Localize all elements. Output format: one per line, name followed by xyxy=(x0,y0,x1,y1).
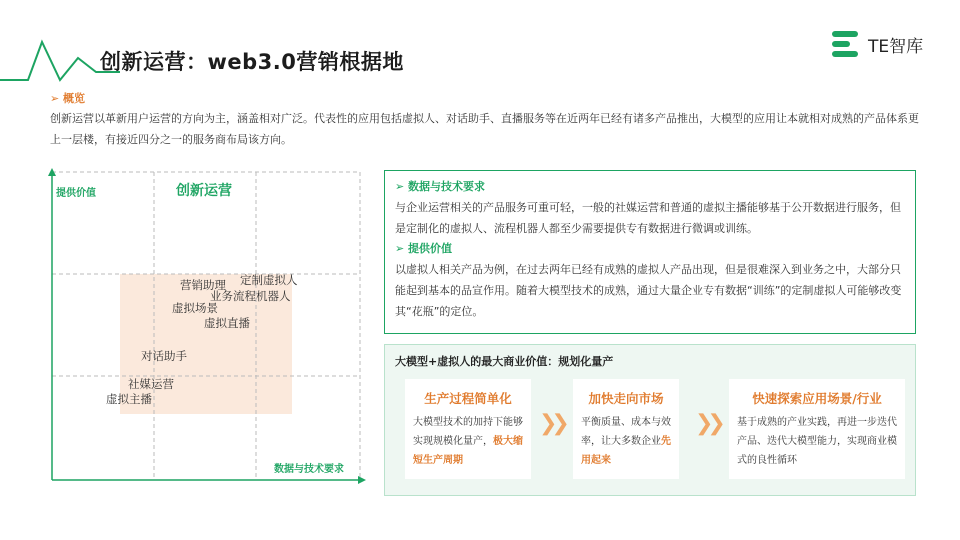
data-tech-text: 与企业运营相关的产品服务可重可轻，一般的社媒运营和普通的虚拟主播能够基于公开数据进行服务，但是定制化的虚拟人、流程机器人都至少需要提供专有数据进行微调或训练。 xyxy=(395,201,901,235)
matrix-item: 定制虚拟人 xyxy=(240,273,298,287)
matrix-item: 虚拟场景 xyxy=(172,301,218,315)
commercial-value-heading: 大模型+虚拟人的最大商业价值：规划化量产 xyxy=(395,355,614,368)
page-title: 创新运营：web3.0营销根据地 xyxy=(100,50,404,74)
insight-panel xyxy=(384,170,916,334)
value-card-text: 平衡质量、成本与效率，让大多数企业先用起来 xyxy=(581,417,671,466)
value-matrix xyxy=(48,168,366,486)
value-card-text: 基于成熟的产业实践，再进一步迭代产品、迭代大模型能力，实现商业模式的良性循环 xyxy=(737,417,897,466)
matrix-item: 对话助手 xyxy=(141,349,187,363)
matrix-item: 社媒运营 xyxy=(128,377,174,391)
value-card xyxy=(573,379,679,479)
value-card-title: 加快走向市场 xyxy=(588,391,664,406)
data-tech-heading: ➢ 数据与技术要求 xyxy=(395,180,486,193)
commercial-value-panel xyxy=(384,344,916,496)
matrix-item: 业务流程机器人 xyxy=(210,289,291,303)
value-text: 以虚拟人相关产品为例，在过去两年已经有成熟的虚拟人产品出现，但是很难深入到业务之中，大部分只能起到基本的品宣作用。随着大模型技术的成熟，通过大量企业专有数据“训练”的定制虚拟人可能够改变其“花瓶”的定位。 xyxy=(395,263,902,318)
brand-logo xyxy=(832,28,923,60)
logo-icon xyxy=(832,29,862,59)
value-card-title: 生产过程简单化 xyxy=(424,391,512,406)
matrix-item: 营销助理 xyxy=(180,278,226,292)
matrix-item: 虚拟直播 xyxy=(204,316,250,330)
matrix-title: 创新运营 xyxy=(176,183,232,199)
overview-label: ➢ 概览 xyxy=(50,92,86,105)
y-axis-label: 提供价值 xyxy=(56,188,96,199)
x-axis-label: 数据与技术要求 xyxy=(274,464,344,475)
value-card xyxy=(405,379,531,479)
value-card-text: 大模型技术的加持下能够实现规模化量产，极大缩短生产周期 xyxy=(413,417,523,466)
value-heading: ➢ 提供价值 xyxy=(395,242,453,255)
double-chevron-icon: ❯❯ xyxy=(539,411,564,436)
double-chevron-icon: ❯❯ xyxy=(695,411,720,436)
logo-text: TE智库 xyxy=(868,36,924,57)
value-card xyxy=(729,379,905,479)
matrix-item: 虚拟主播 xyxy=(106,392,152,406)
overview-text: 创新运营以革新用户运营的方向为主，涵盖相对广泛。代表性的应用包括虚拟人、对话助手、直播服务等在近两年已经有诸多产品推出，大模型的应用让本就相对成熟的产品体系更上一层楼，有接近四分之一的服务商布局该方向。 xyxy=(50,112,919,146)
value-card-title: 快速探索应用场景/行业 xyxy=(752,391,882,406)
header-line-decoration xyxy=(0,0,960,90)
